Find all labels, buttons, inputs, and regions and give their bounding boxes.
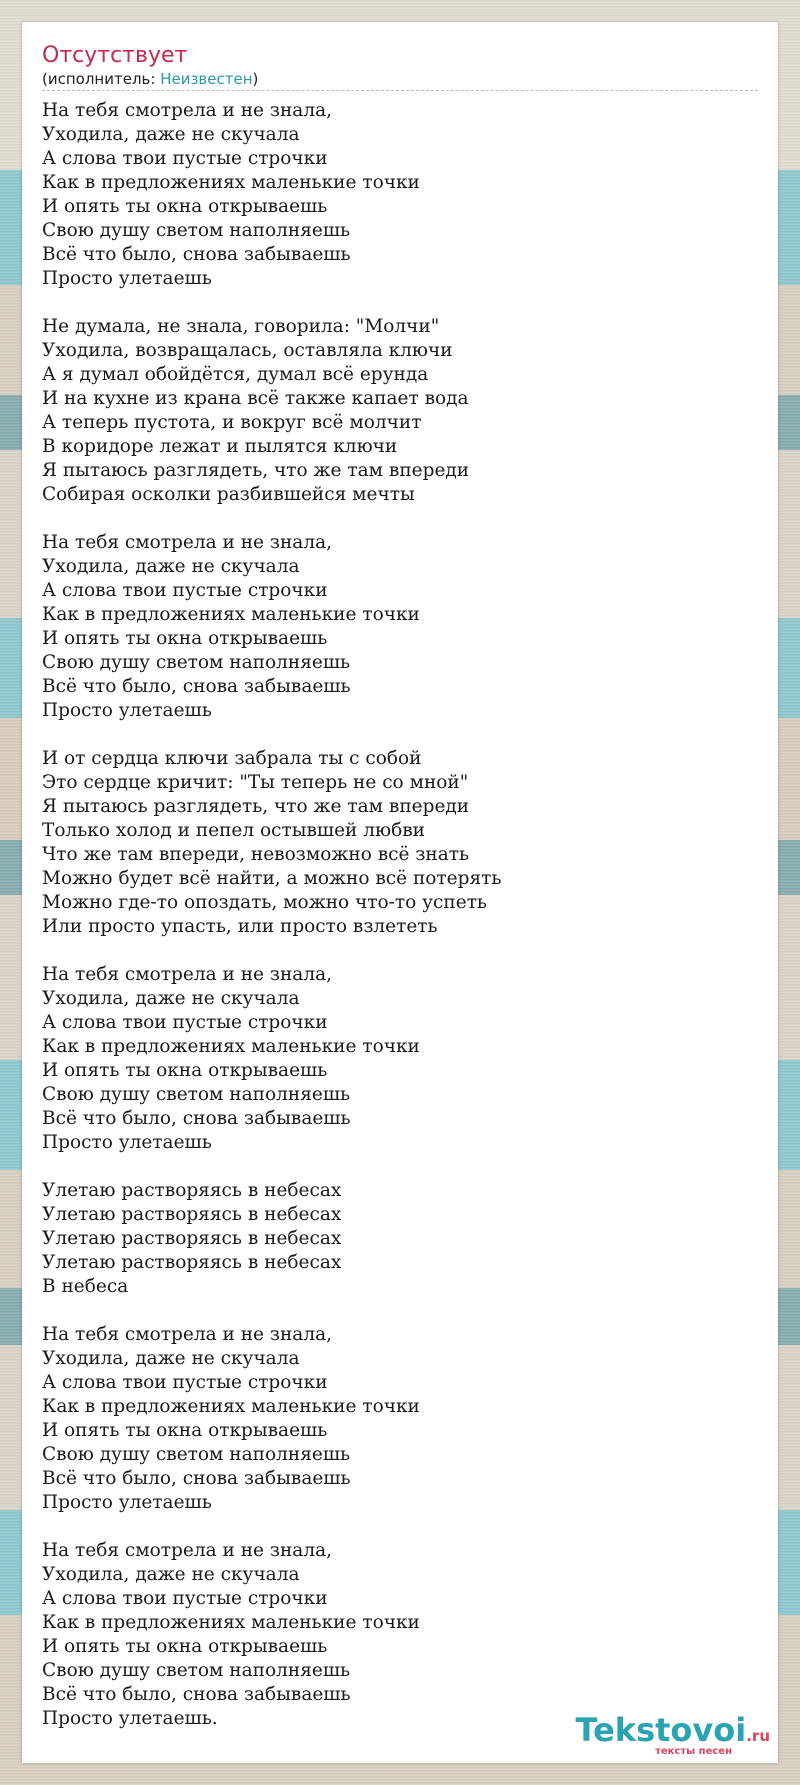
logo-wordmark: Tekstovoi (575, 1711, 747, 1749)
lyrics-card (22, 22, 778, 1763)
artist-link[interactable]: Неизвестен (160, 70, 253, 88)
artist-line (42, 70, 758, 89)
logo-tld: .ru (746, 1727, 770, 1745)
artist-suffix: ) (252, 70, 259, 88)
lyrics-text: На тебя смотрела и не знала, Уходила, даже не скучала А слова твои пустые строчки Как в предложениях маленькие точки И опять ты окна открываешь Свою душу светом наполняешь Всё что было, снова забываешь Просто улетаешь Не думала, не знала, говорила: "Молчи" Уходила, возвращалась, оставляла ключи А я думал обойдётся, думал всё ерунда И на кухне из крана всё также капает вода А теперь пустота, и вокруг всё молчит В коридоре лежат и пылятся ключи Я пытаюсь разглядеть, что же там впереди Собирая осколки разбившейся мечты На тебя смотрела и не знала, Уходила, даже не скучала А слова твои пустые строчки Как в предложениях маленькие точки И опять ты окна открываешь Свою душу светом наполняешь Всё что было, снова забываешь Просто улетаешь И от сердца ключи забрала ты с собой Это сердце кричит: "Ты теперь не со мной" Я пытаюсь разглядеть, что же там впереди Только холод и пепел остывшей любви Что же там впереди, невозможно всё знать Можно будет всё найти, а можно всё потерять Можно где-то опоздать, можно что-то успеть Или просто упасть, или просто взлететь На тебя смотрела и не знала, Уходила, даже не скучала А слова твои пустые строчки Как в предложениях маленькие точки И опять ты окна открываешь Свою душу светом наполняешь Всё что было, снова забываешь Просто улетаешь Улетаю растворяясь в небесах Улетаю растворяясь в небесах Улетаю растворяясь в небесах Улетаю растворяясь в небесах В небеса На тебя смотрела и не знала, Уходила, даже не скучала А слова твои пустые строчки Как в предложениях маленькие точки И опять ты окна открываешь Свою душу светом наполняешь Всё что было, снова забываешь Просто улетаешь На тебя смотрела и не знала, Уходила, даже не скучала А слова твои пустые строчки Как в предложениях маленькие точки И опять ты окна открываешь Свою душу светом наполняешь Всё что было, снова забываешь Просто улетаешь. (42, 100, 502, 1729)
artist-prefix: (исполнитель: (42, 70, 161, 88)
site-logo[interactable] (576, 1713, 770, 1757)
song-title: Отсутствует (42, 43, 188, 68)
song-header (42, 42, 758, 91)
logo-tagline: тексты песен (655, 1746, 732, 1757)
